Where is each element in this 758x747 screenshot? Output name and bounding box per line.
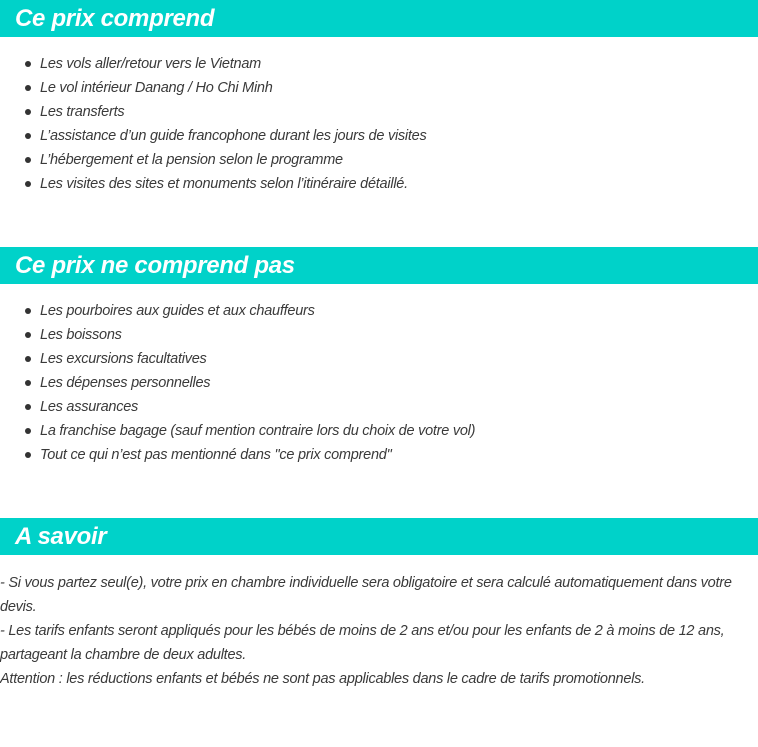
list-item-text: Le vol intérieur Danang / Ho Chi Minh bbox=[40, 80, 273, 96]
note-paragraph: - Si vous partez seul(e), votre prix en chambre individuelle sera obligatoire et sera calculé automatiquement dans votre devis. bbox=[0, 575, 732, 615]
note-paragraph: Attention : les réductions enfants et bébés ne sont pas applicables dans le cadre de tarifs promotionnels. bbox=[0, 671, 645, 687]
list-item-text: Tout ce qui n’est pas mentionné dans "ce prix comprend" bbox=[40, 447, 392, 463]
included-section-title: Ce prix comprend bbox=[15, 5, 215, 32]
list-item bbox=[0, 419, 475, 443]
note-paragraph: - Les tarifs enfants seront appliqués pour les bébés de moins de 2 ans et/ou pour les enfants de 2 à moins de 12 ans, partageant la chambre de deux adultes. bbox=[0, 623, 725, 663]
list-item bbox=[0, 148, 426, 172]
bullet-icon bbox=[25, 428, 31, 434]
bullet-icon bbox=[25, 181, 31, 187]
to-know-notes bbox=[0, 571, 756, 691]
list-item-text: L’hébergement et la pension selon le programme bbox=[40, 152, 343, 168]
bullet-icon bbox=[25, 85, 31, 91]
list-item-text: Les vols aller/retour vers le Vietnam bbox=[40, 56, 261, 72]
list-item bbox=[0, 323, 475, 347]
list-item bbox=[0, 443, 475, 467]
list-item bbox=[0, 172, 426, 196]
not-included-section-header bbox=[0, 247, 758, 284]
bullet-icon bbox=[25, 61, 31, 67]
list-item-text: L’assistance d’un guide francophone durant les jours de visites bbox=[40, 128, 427, 144]
bullet-icon bbox=[25, 380, 31, 386]
list-item-text: Les pourboires aux guides et aux chauffeurs bbox=[40, 303, 315, 319]
bullet-icon bbox=[25, 452, 31, 458]
bullet-icon bbox=[25, 308, 31, 314]
to-know-section-header bbox=[0, 518, 758, 555]
list-item-text: La franchise bagage (sauf mention contraire lors du choix de votre vol) bbox=[40, 423, 476, 439]
bullet-icon bbox=[25, 356, 31, 362]
list-item bbox=[0, 395, 475, 419]
list-item-text: Les visites des sites et monuments selon l’itinéraire détaillé. bbox=[40, 176, 408, 192]
list-item bbox=[0, 76, 426, 100]
list-item bbox=[0, 100, 426, 124]
list-item bbox=[0, 52, 426, 76]
list-item bbox=[0, 371, 475, 395]
bullet-icon bbox=[25, 404, 31, 410]
not-included-section-title: Ce prix ne comprend pas bbox=[15, 252, 295, 279]
list-item-text: Les assurances bbox=[40, 399, 139, 415]
bullet-icon bbox=[25, 332, 31, 338]
list-item bbox=[0, 299, 475, 323]
list-item-text: Les excursions facultatives bbox=[40, 351, 207, 367]
list-item bbox=[0, 124, 426, 148]
list-item-text: Les boissons bbox=[40, 327, 122, 343]
list-item-text: Les transferts bbox=[40, 104, 125, 120]
included-section-header bbox=[0, 0, 758, 37]
included-list bbox=[0, 52, 426, 196]
list-item bbox=[0, 347, 475, 371]
list-item-text: Les dépenses personnelles bbox=[40, 375, 211, 391]
not-included-list bbox=[0, 299, 475, 467]
to-know-section-title: A savoir bbox=[15, 523, 107, 550]
bullet-icon bbox=[25, 133, 31, 139]
bullet-icon bbox=[25, 109, 31, 115]
bullet-icon bbox=[25, 157, 31, 163]
